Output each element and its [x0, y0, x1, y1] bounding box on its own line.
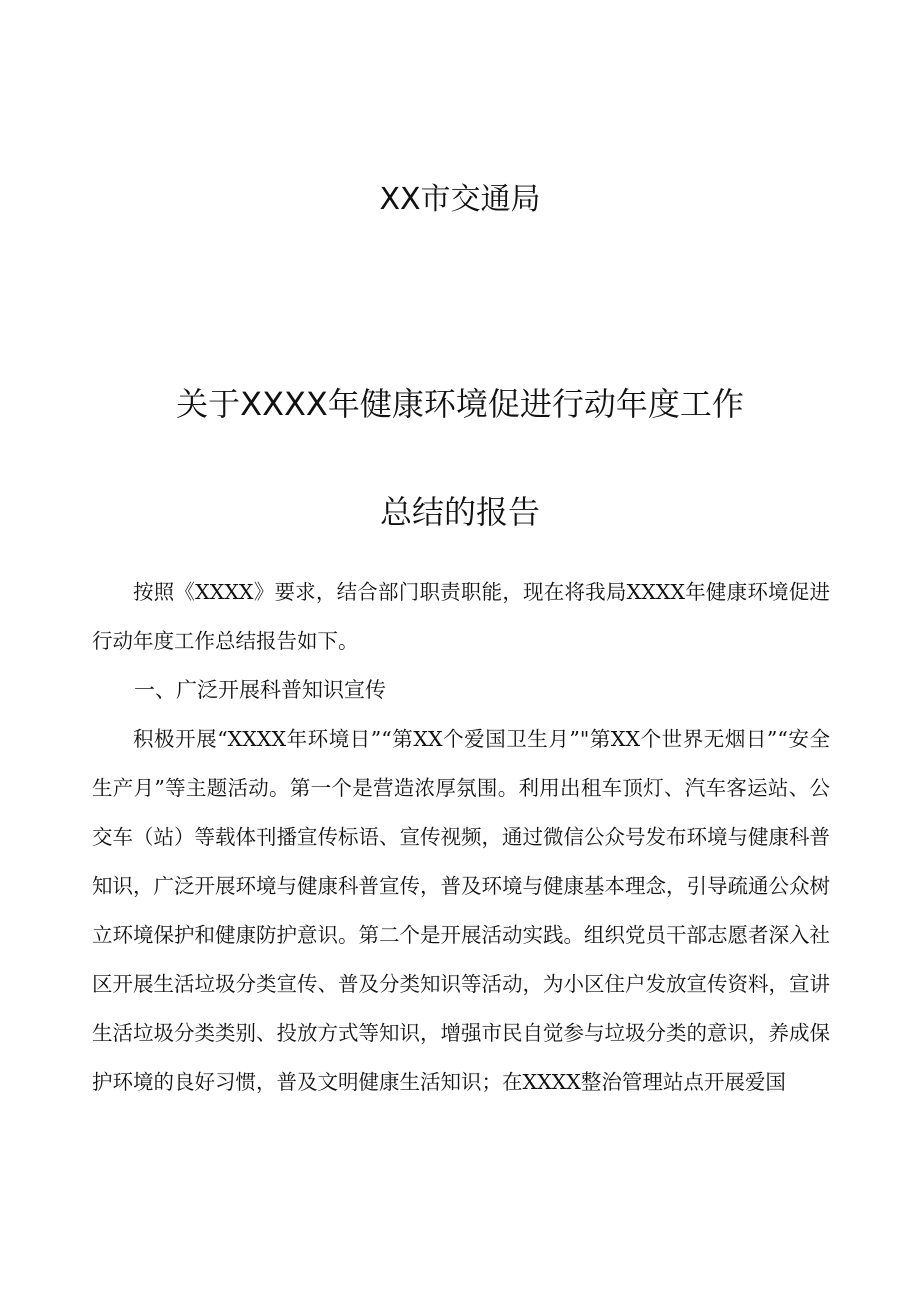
section-1-paragraph: 积极开展“XXXX年环境日”“第XX个爱国卫生月”"第XX个世界无烟日”“安全生产月”等主题活动。第一个是营造浓厚氛围。利用出租车顶灯、汽车客运站、公交车（站）等载体刊播宣传标语、宣传视频，通过微信公众号发布环境与健康科普知识，广泛开展环境与健康科普宣传，普及环境与健康基本理念，引导疏通公众树立环境保护和健康防护意识。第二个是开展活动实践。组织党员干部志愿者深入社区开展生活垃圾分类宣传、普及分类知识等活动，为小区住户发放宣传资料，宣讲生活垃圾分类类别、投放方式等知识，增强市民自觉参与垃圾分类的意识，养成保护环境的良好习惯，普及文明健康生活知识；在XXXX整治管理站点开展爱国 [92, 727, 830, 1094]
intro-paragraph: 按照《XXXX》要求，结合部门职责职能，现在将我局XXXX年健康环境促进行动年度工作总结报告如下。 [92, 580, 830, 653]
organization-name: XX市交通局 [379, 182, 541, 217]
section-1-heading: 一、广泛开展科普知识宣传 [134, 678, 386, 702]
document-title-line-1: 关于XXXX年健康环境促进行动年度工作 [176, 385, 744, 423]
document-title-line-2: 总结的报告 [379, 493, 540, 531]
